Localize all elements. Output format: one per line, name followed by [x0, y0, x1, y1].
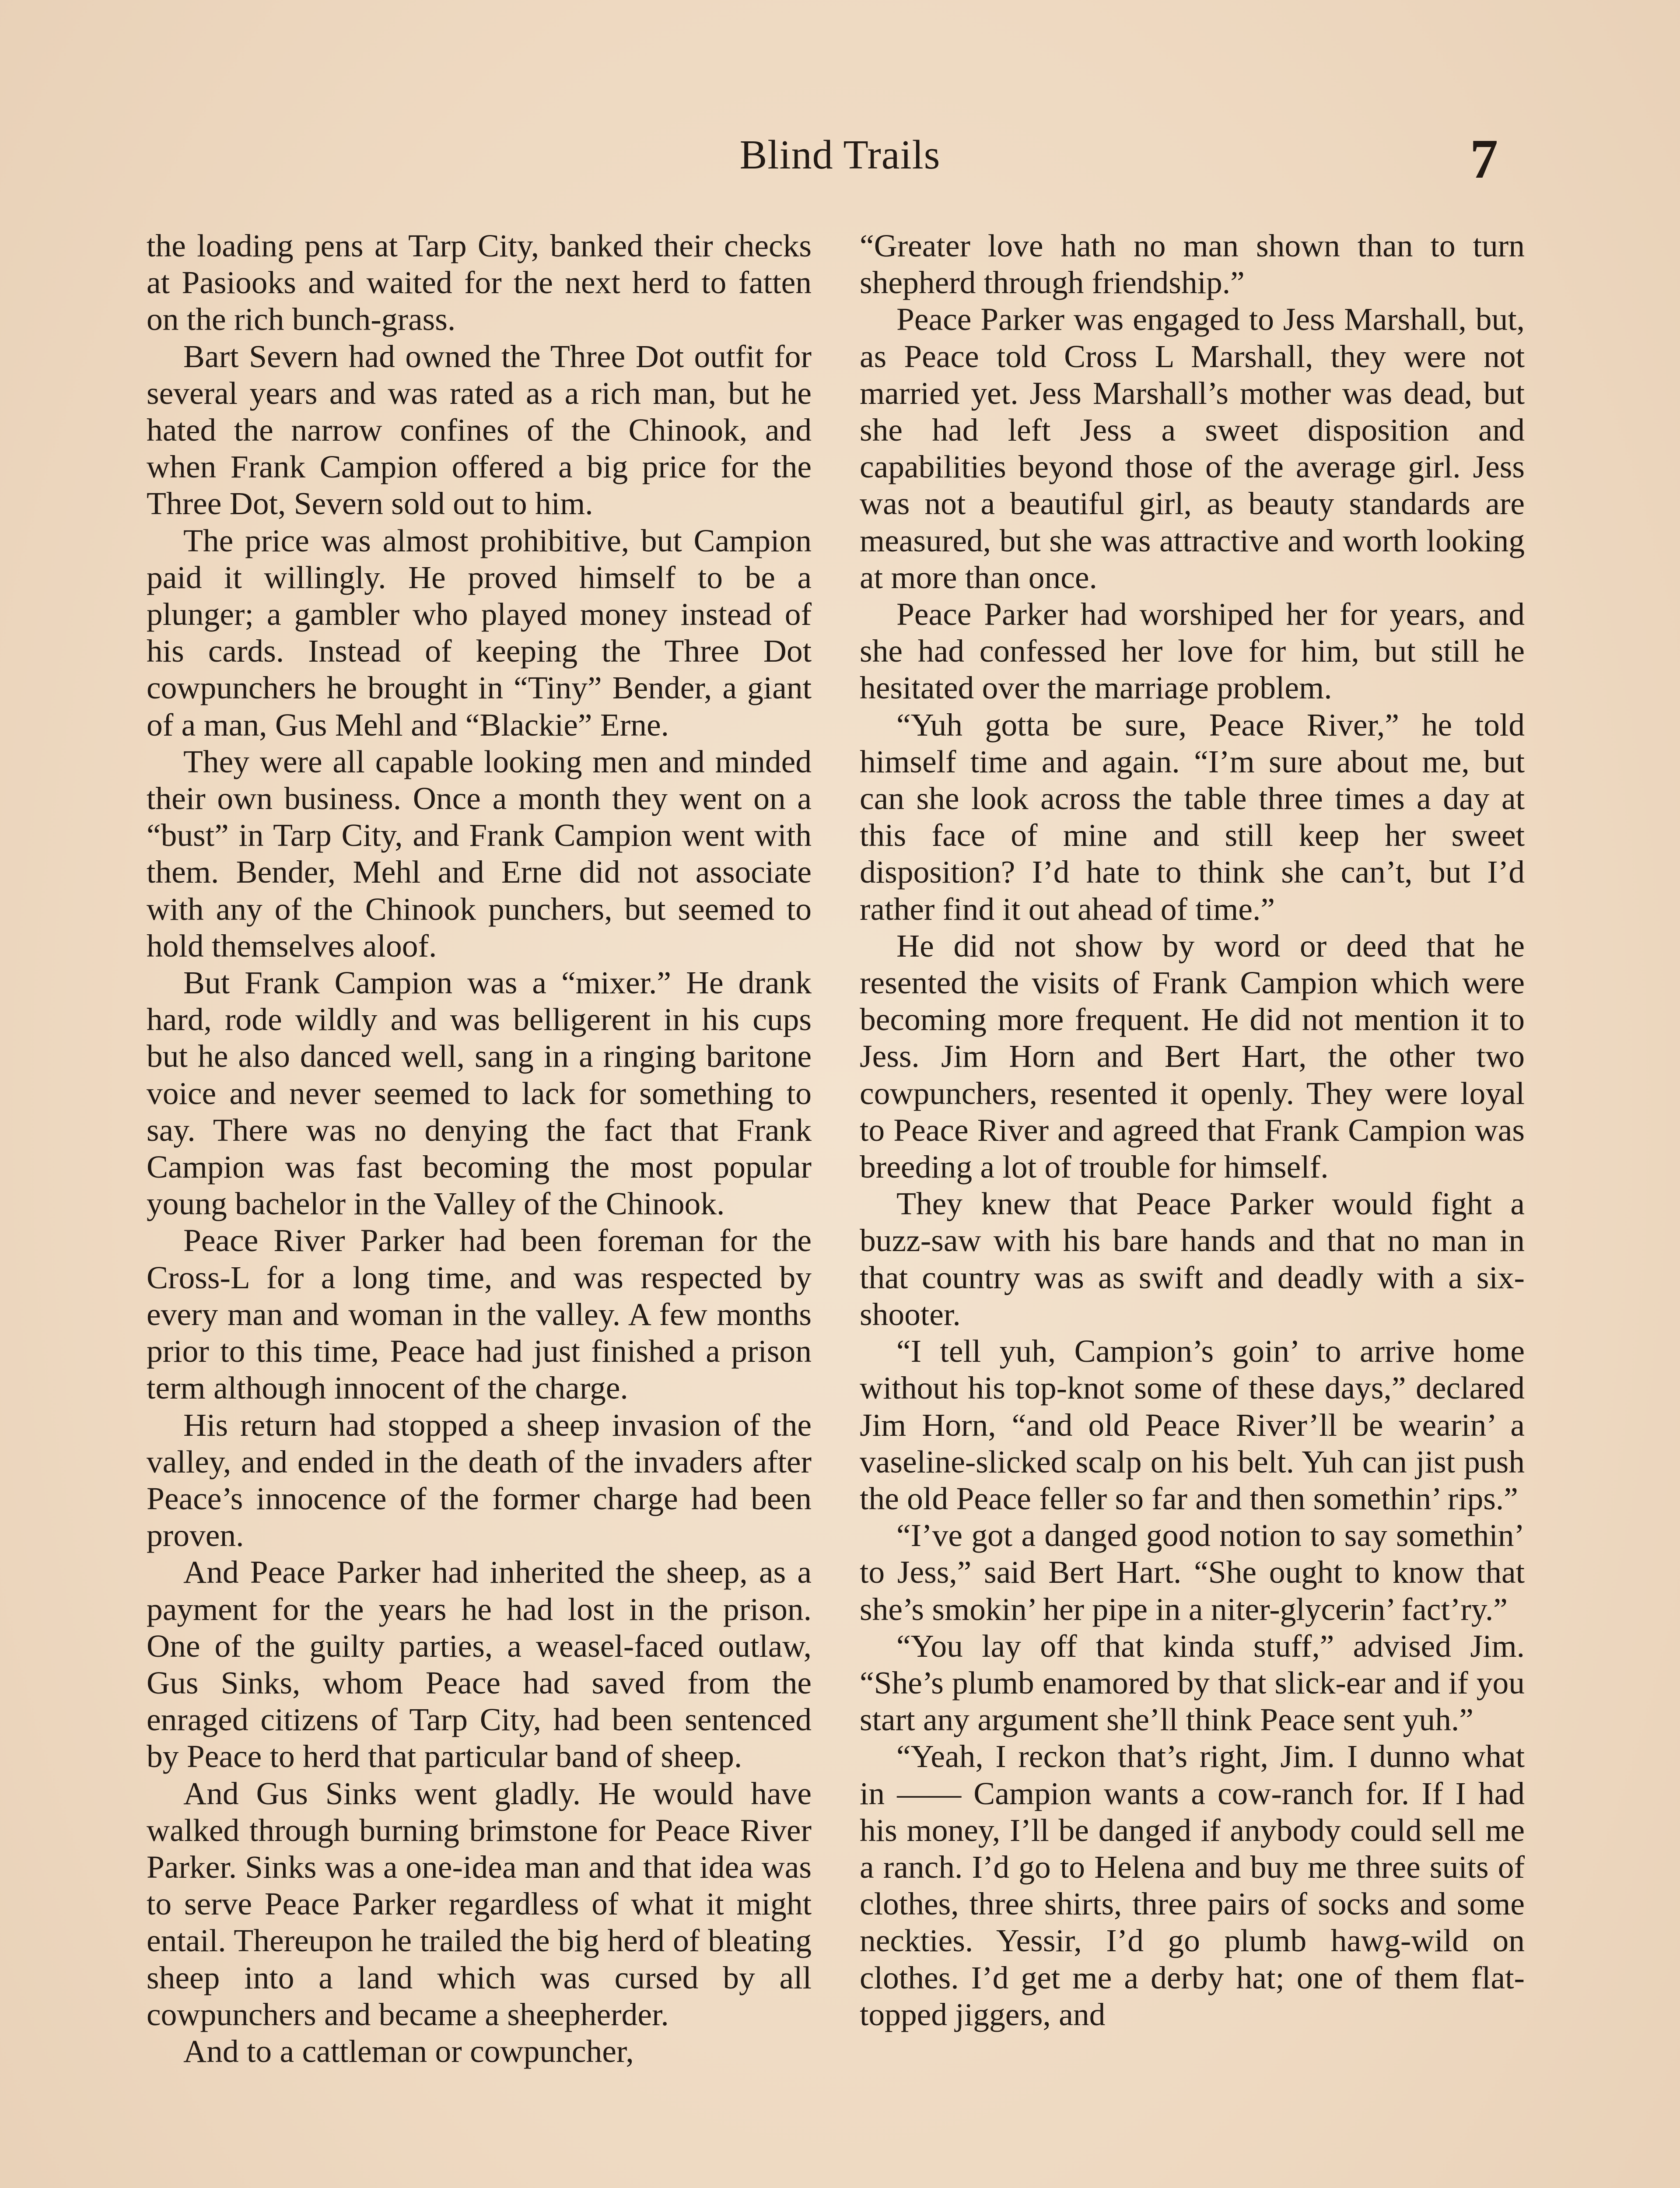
paragraph: the loading pens at Tarp City, banked their checks at Pasiooks and waited for the next herd to fatten on the rich bunch-grass. — [147, 228, 812, 337]
paragraph: “You lay off that kinda stuff,” advised Jim. “She’s plumb enamored by that slick-ear and if you start any argument she’ll think Peace sent yuh.” — [860, 1628, 1525, 1738]
paragraph: And Gus Sinks went gladly. He would have walked through burning brimstone for Peace River Parker. Sinks was a one-idea man and that idea was to serve Peace Parker regardless of what it might entail. Thereupon he trailed the big herd of bleating sheep into a land which was cursed by all cowpunchers and became a sheepherder. — [147, 1775, 812, 2032]
paragraph: They were all capable looking men and minded their own business. Once a month they went on a “bust” in Tarp City, and Frank Campion went with them. Bender, Mehl and Erne did not associate with any of the Chinook punchers, but seemed to hold themselves aloof. — [147, 743, 812, 964]
paragraph: Bart Severn had owned the Three Dot outfit for several years and was rated as a rich man, but he hated the narrow confines of the Chinook, and when Frank Campion offered a big price for the Three Dot, Severn sold out to him. — [147, 338, 812, 522]
paragraph: And to a cattleman or cowpuncher, — [183, 2033, 634, 2069]
running-title: Blind Trails — [739, 132, 941, 178]
paragraph: “I’ve got a danged good notion to say somethin’ to Jess,” said Bert Hart. “She ought to know that she’s smokin’ her pipe in a niter-glycerin’ fact’ry.” — [860, 1518, 1525, 1627]
paragraph: Peace Parker was engaged to Jess Marshall, but, as Peace told Cross L Marshall, they were not married yet. Jess Marshall’s mother was dead, but she had left Jess a sweet disposition and capabilities beyond those of the average girl. Jess was not a beautiful girl, as beauty standards are measured, but she was attractive and worth looking at more than once. — [860, 302, 1525, 595]
paragraph: The price was almost prohibitive, but Campion paid it willingly. He proved himself to be a plunger; a gambler who played money instead of his cards. Instead of keeping the Three Dot cowpunchers he brought in “Tiny” Bender, a giant of a man, Gus Mehl and “Blackie” Erne. — [147, 522, 812, 743]
paragraph: Peace River Parker had been foreman for the Cross-L for a long time, and was respected by every man and woman in the valley. A few months prior to this time, Peace had just finished a prison term although innocent of the charge. — [147, 1223, 812, 1406]
paragraph: He did not show by word or deed that he resented the visits of Frank Campion which were becoming more frequent. He did not mention it to Jess. Jim Horn and Bert Hart, the other two cowpunchers, resented it openly. They were loyal to Peace River and agreed that Frank Campion was breeding a lot of trouble for himself. — [860, 928, 1525, 1185]
page-number: 7 — [1470, 128, 1498, 190]
paragraph: And Peace Parker had inherited the sheep, as a payment for the years he had lost in the prison. One of the guilty parties, a weasel-faced outlaw, Gus Sinks, whom Peace had saved from the enraged citizens of Tarp City, had been sentenced by Peace to herd that particular band of sheep. — [147, 1554, 812, 1774]
page-header — [0, 128, 1680, 193]
paragraph: “Yuh gotta be sure, Peace River,” he told himself time and again. “I’m sure about me, but can she look across the table three times a day at this face of mine and still keep her sweet disposition? I’d hate to think she can’t, but I’d rather find it out ahead of time.” — [860, 707, 1525, 927]
paragraph: They knew that Peace Parker would fight a buzz-saw with his bare hands and that no man in that country was as swift and deadly with a six-shooter. — [860, 1186, 1525, 1332]
paragraph: Peace Parker had worshiped her for years, and she had confessed her love for him, but still he hesitated over the marriage problem. — [860, 596, 1525, 706]
paragraph: But Frank Campion was a “mixer.” He drank hard, rode wildly and was belligerent in his cups but he also danced well, sang in a ringing baritone voice and never seemed to lack for something to say. There was no denying the fact that Frank Campion was fast becoming the most popular young bachelor in the Valley of the Chinook. — [147, 965, 812, 1222]
paragraph: “Yeah, I reckon that’s right, Jim. I dunno what in —— Campion wants a cow-ranch for. If I had his money, I’ll be danged if anybody could sell me a ranch. I’d go to Helena and buy me three suits of clothes, three shirts, three pairs of socks and some neckties. Yessir, I’d go plumb hawg-wild on clothes. I’d get me a derby hat; one of them flat-topped jiggers, and — [860, 1739, 1525, 2032]
right-text-column — [860, 228, 1525, 2033]
paragraph: “I tell yuh, Campion’s goin’ to arrive home without his top-knot some of these days,” declared Jim Horn, “and old Peace River’ll be wearin’ a vaseline-slicked scalp on his belt. Yuh can jist push the old Peace feller so far and then somethin’ rips.” — [860, 1333, 1525, 1516]
left-text-column — [147, 228, 812, 2070]
paragraph: His return had stopped a sheep invasion of the valley, and ended in the death of the invaders after Peace’s innocence of the former charge had been proven. — [147, 1407, 812, 1553]
paragraph: “Greater love hath no man shown than to turn shepherd through friendship.” — [860, 228, 1525, 301]
